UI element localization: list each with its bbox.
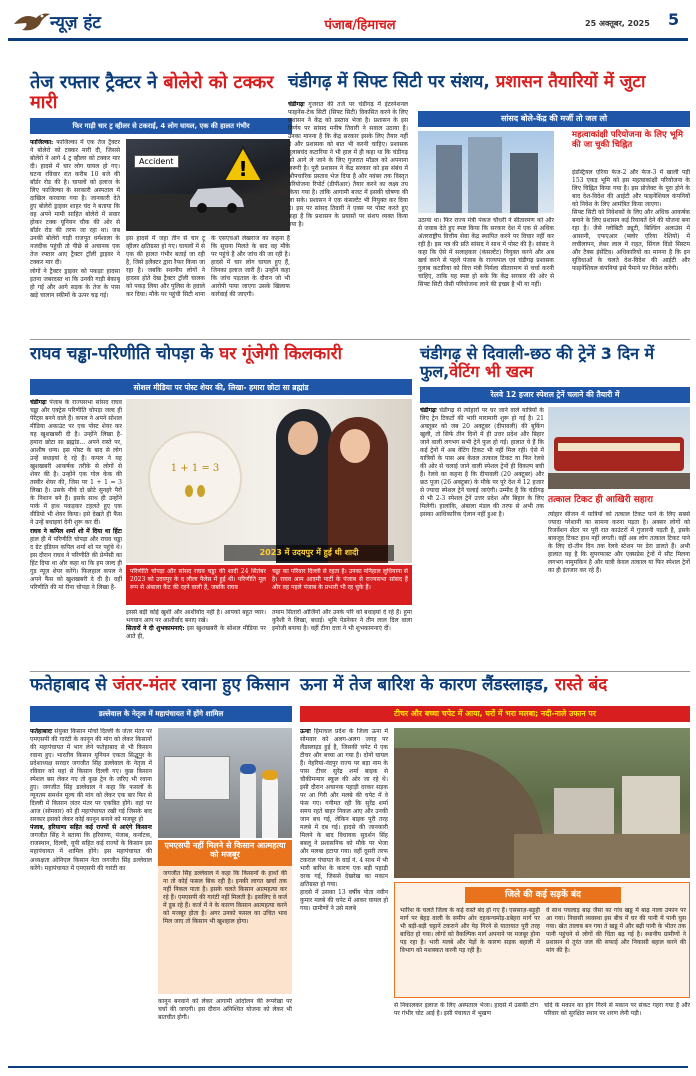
house-1 [554,788,614,838]
trains-side-text: त्योहार सीजन में यात्रियों को तत्काल टिकट पाने के लिए सबसे ज्यादा परेशानी का सामना करना पड़ता है। अक्सर लोगों को रिजर्वेशन सेंटर पर पूरी रात काउंटरों में गुजारनी पड़ती है, इसके बावजूद टिकट हाथ नहीं लगती। वहीं अब लोग तत्काल टिकट पाने के लिए दो-तीन दिन तक रेलवे स्टेशन पर डेरा डालते हैं। अभी हालात यह है कि सुपरफास्ट और एक्सप्रेस ट्रेनों में सीट मिलना लगभग नामुमकिन है और यात्री केवल तत्काल या फिर स्पेशल ट्रेनों का ही इंतजार कर रहे हैं। [548,511,690,575]
person-1 [240,768,256,838]
trains-headline-b: वेटिंग भी खत्म [449,361,534,381]
una-story [300,676,690,1056]
trains-subhead: रेलवे 12 हजार स्पेशल ट्रेनें चलाने की तैयारी में [420,387,690,403]
city-subhead: सांसद बोले-केंद्र की मर्जी तो जल लो [418,111,690,127]
cake [148,431,242,525]
logo-text: न्यूज़ हंट [50,13,102,33]
una-col2: से निकालकर इलाज के लिए अस्पताल भेजा। हादसे में उसकी टांग पर गंभीर चोट आई है। इसी पंचायत में भूखण [394,1002,538,1018]
issue-date: 25 अक्तूबर, 2025 [585,19,650,28]
train-track [548,473,690,489]
roads-closed-col1: भारिश के चलते जिला के कई रास्ते बंद हो गए हैं। एससाज़-बड़ूही मार्ग पर बेहड़ वाली के समीप ओर दहकन्चमोड़-डबेहरा मार्ग पर भी बड़ी-बड़ी चट्टानें टकराने और पेड़ गिरने से यातायात पूरी तरह बाधित हो गया। लोगों को वैकल्पिक मार्ग अपनाने पर मजबूर होना पड़ रहा है। भारी मलबे और पेड़ों के कारण सड़क बहाली में विभाग को मशक्कत करनी पड़ रही है। [400,907,540,955]
una-headline-a: ऊना में तेज बारिश के कारण लैंडस्लाइड, [300,675,555,695]
tower-right [510,153,538,213]
tractor-col1-text: फाजिल्का में एक तेज ट्रैक्टर ने बोलेरो को टक्कर मारी दी, जिससे बोलेरो ने आगे 4 ट्र व्हीलर को टक्कर मार दी। हादसे में चार लोग घायल हो गए। घटना रविवार रात करीब 10 बजे की बॉर्डर रोड की है। घायलों को इलाज के लिए फाजिल्का के सरकारी अस्पताल में दाखिल करवाया गया है। जानकारी देते हुए बोलेरो ड्राइवर शाहर चंद ने बताया कि वह अपने मामी साहित बोलेरो में सवार होकर टक्क यूनियन चौक की ओर से बॉर्डर रोड की तरफ जा रहा था। जब उनकी बोलेरो गाड़ी राजपूत धर्मशाला के नजदीक पहुंची तो पीछे से अचानक एक तेज रफ्तार आए ट्रैक्टर ट्रॉली ड्राइवर ने टक्कर मार दी। [30,139,120,267]
bottom-rule [8,1066,688,1068]
tractor-col1 [30,139,120,327]
house-2 [622,776,680,838]
farmers-col1-text: संयुक्त किसान मोर्चा दिल्ली के जंतर मंतर पर एमएसपी की गारंटी के कानून की मांग को लेकर किसानों की महापंचायत में भाग लेने फतेहाबाद से भी किसान रवाना हुए। भारतीय किसान यूनियन एकता सिद्धूपुर के प्रदेशाध्यक्ष सरदार जगजीत सिंह डल्लेवाल के नेतृत्व में रविवार को यहां से किसान दिल्ली गए। कुछ किसान स्पेशल बस लेकर गए तो कुछ ट्रेन के जरिए भी रवाना हुए। जगजीत सिंह डल्लेवाल ने कहा कि फसलों के न्यूनतम समर्थन मूल्य की मांग को लेकर एक बार फिर से दिल्ली में किसान जंतर मंतर पर एकत्रित होंगे। वहां पर आज (सोमवार) को ही महापंचायत रखी गई जिसके बाद सरकार इसको लेकर कोई कानून बनाने को मजबूर हो [30,728,152,824]
farmers-photo [158,728,292,838]
farmers-headline-b: जंतर-मंतर [112,675,176,695]
raghav-cap1: परिणीति चोपड़ा और सांसद राघव चड्ढा की शादी 24 सितंबर 2023 को उदयपुर के द लीला पैलेस में हुई थी। परिणीति मूल रूप से अंबाला कैंट की रहने वाली हैं, जबकि राघव [130,568,266,592]
farmers-captionbox [158,840,292,994]
roads-closed-title: जिले की कई सड़कें बंद [465,887,621,903]
trains-side-title: तत्काल टिकट ही आखिरी सहारा [548,495,653,505]
una-col3: चांदे के मकान का हांग गिरने से मकान पर संकट गहरा गया है और परिवार को सुरक्षित स्थान पर शरण लेनी पड़ी। [544,1002,690,1018]
cake-text: 1 + 1 = 3 [170,463,220,474]
city-dateline: चंडीगढ़ः [288,101,305,108]
raghav-col3: तमाम सितारों ओर्जिनों और उनके परि को बधाइयां दे रहे हैं। हुमा कुरैशी ने लिखा, बधाई। भूमि पेडनेकर ने तीन लाल दिल वाला इमोजी बनाया है। वहीं टीना दत्ता ने भी शुभकामनाएं दीं। [272,609,412,633]
train-photo [548,407,690,489]
svg-text:!: ! [238,157,248,181]
bird-icon [12,10,52,36]
una-headline [300,676,690,695]
una-headline-b: रास्ते बंद [554,675,608,695]
tractor-story [30,73,292,328]
farmers-headline-c: रवाना हुए किसान [175,675,290,695]
divider-2 [30,671,690,672]
raghav-headline-a: राघव चड्ढा-परिणीति चोपड़ा के [30,344,220,364]
raghav-col1b-title: राघव ने कपिल शर्मा शो में दिया था हिंटः [30,527,122,535]
farmers-story [30,676,292,1056]
accident-sign: Accident [134,155,179,168]
tower-mid [468,137,502,213]
city-side-text [572,169,690,313]
warning-icon [222,145,264,183]
footprints-icon [182,481,208,499]
trains-col1 [420,407,544,660]
raghav-headline-b: घर गूंजेगी किलकारी [219,344,342,364]
face-right [340,429,370,463]
raghav-subhead: सोशल मीडिया पर पोस्ट शेयर की, लिखा- हमारा छोटा सा ब्रह्मांड [30,379,412,395]
raghav-col1 [30,399,122,660]
raghav-captionbox [126,565,412,605]
city-sidebox [562,131,690,313]
debris [514,834,690,878]
tractor-subhead: फिर गाड़ी चार ट्र व्हीलर से टकराई, 4 लोग घायल, एक की हालत गंभीर [30,118,292,134]
una-col1b-text: हादसे में उसका 13 वर्षीय पोता नवीन कुमार मलबे की चपेट में आकर घायल हो गया। ग्रामीणों ने उसे मलबे [300,888,388,912]
tower-left [436,145,462,213]
logo [10,6,150,38]
city-side-p1: इंडस्ट्रियल एरिया फेज-2 और फेज-3 में खाली पड़ी 153 एकड़ भूमि को इस महत्वाकांक्षी परियोजना के लिए चिह्नित किया गया है। इस प्रोजेक्ट के पूरा होने के बाद देश-विदेश की आईटी और फाइनेंशियल कंपनियों को निवेश के लिए आमंत्रित किया जाएगा। [572,169,690,209]
raghav-col1-text: पंजाब के राज्यसभा सांसद राघव चड्ढा और एक्ट्रेस परिणीति चोपड़ा जल्द ही पेरेंट्स बनने वाले हैं। कपल ने अपने सोशल मीडिया अकाउंट पर एक पोस्ट शेयर कर यह खुशखबरी दी है। उन्होंने लिखा है- हमारा छोटा सा ब्रह्मांड... अपने रास्ते पर, आशीष धन्य। इस पोस्ट के बाद से लोग उन्हें बधाइयां दे रहे हैं। कपल ने यह खुशखबरी आकर्षक तरीके से लोगों से शेयर की है। उन्होंने एक गोल केक की तस्वीर शेयर की, जिस पर 1 + 1 = 3 लिखा है। उसके नीचे दो छोटे सुनहरे पैरों के निशान बने हैं। इसके साथ ही उन्होंने पार्क में हाथ पकड़कर टहलते हुए एक वीडियो भी शेयर किया। इसे देखते ही फैंस ने उन्हें बधाइयां देनी शुरू कर दीं। [30,399,122,527]
divider-1 [30,339,690,340]
farmers-col1b-title: पंजाब, हरियाणा सहित कई राज्यों से आएंगे किसानः [30,824,152,832]
trains-col1-text: चंडीगढ़ से त्योहारों पर घर जाने वाले यात्रियों के लिए ट्रेन टिकटों की भारी मारामारी शुरू हो गई है। 21 अक्तूबर को जब 20 अक्टूबर (दीपावली) की बुकिंग खुली, तो सिर्फ तीन दिनों में ही उत्तर प्रदेश और बिहार जाने वाली लगभग सभी ट्रेनें फुल हो गईं। हालात ये हैं कि कई ट्रेनों में अब वेटिंग टिकट भी नहीं मिल रही। ऐसे में यात्रियों के पास अब केवल तत्काल टिकट या फिर रेलवे की ओर से चलाई जाने वाली स्पेशल ट्रेनों ही विकल्प बची हैं। रेलवे का कहना है कि दीपावली (20 अक्टूबर) और छठ पूजा (26 अक्टूबर) के मौके पर पूरे देश में 12 हजार से ज्यादा स्पेशल ट्रेनें चलाई जाएंगी। उम्मीद है कि चंडीगढ़ से भी 2-3 स्पेशल ट्रेनें उत्तर प्रदेश और बिहार के लिए मिलेंगी। हालांकि, अंबाला मंडल की तरफ से अभी तक इसका आधिकारिक ऐलान नहीं हुआ है। [420,407,544,519]
trains-headline [420,345,690,381]
landslide-photo [394,728,690,878]
city-col1-text: गुजरात की तर्ज पर चंडीगढ़ में इंटरनेशनल फाइनेंस-टेक सिटी (सिफ्ट सिटी) विकसित करने के लिए प्रशासन ने केंद्र को प्रस्ताव भेजा है। प्रशासन के इस निर्णय पर सांसद मनीष तिवारी ने सवाल उठाया है। उनका मानना है कि केंद्र सरकार इसके लिए तैयार नहीं है और प्रशासक को बात भी करनी चाहिए। प्रशासक गुलाबचंद कटारिया ने भी हाल में ही कहा था कि चंडीगढ़ को आगे ले जाने के लिए गुजरात मॉडल को अपनाना जरूरी है। पूरी प्रशासन ने केंद्र सरकार को इस संबंध में औपचारिक प्रस्ताव भेज दिया है और नवंबर तक विस्तृत परियोजना रिपोर्ट (डीपीआर) तैयार करने का लक्ष्य तय किया गया है। तांकि आगामी बजट में इसकी घोषणा की जा सके। प्रशासन ने एक कंसल्टेंट भी नियुक्त कर दिया है। इस पर सांसद तिवारी ने एक्स पर पोस्ट करते हुए कहा है कि प्रशासन के प्रयासों पर संशय व्यक्त किया गया है। [288,101,408,229]
farmers-cap-body: जगजीत सिंह डल्लेवाल ने कहा कि किसानों के हाथों की ना तो कोई फसल बिक रही है। इनकी लागत खर्चा तक नहीं निकल पाता है। इसके चलते किसान आत्महत्या कर रहे हैं। एमएसपी की गारंटी नहीं मिलती है। इसलिए वे कर्ज में डूब रहे हैं। कर्ज में ने के कारण किसान आत्महत्या करने को मजबूर होता है। अगर उनको फसल का उचित भाव मिल जाए तो किसान भी खुशहाल होगा। [163,870,287,926]
tractor-col2: इस हादसे में जहा तीन से चार टू व्हीलर क्षतिग्रस्त हो गए। घायलों में से एक की हालत गंभीर बताई जा रही है, जिसे इलैक्टर द्वारा रैफर किया जा रहा है। जबकि स्थानीय लोगों ने हादसा होते देख ट्रैक्टर ट्रॉली चालक को पकड़ लिया और पुलिस के हवाले कर दिया। मौके पर पहुंची सिटी थाना के एसएचओ लेखराज का कहना है कि सूचना मिलते के बाद वह मौके पर पहुंचे हैं और जांच की जा रही है। हादसे में चार लोग घायल हुए हैं, जिनका इलाज जारी है। उन्होंने कहा कि जांच पड़ताल के दौरान जो भी आरोपी पाया जाएगा उसके खिलाफ कार्रवाई की जाएगी। [126,235,290,299]
turban-2 [262,770,278,780]
city-side-title: महत्वाकांक्षी परियोजना के लिए भूमि की जा चुकी चिह्नित [572,130,683,150]
raghav-dateline: चंडीगढ़ः [30,399,47,406]
farmers-caption: एमएसपी नहीं मिलने से किसान आत्महत्या को मजबूर [158,840,292,866]
raghav-col2 [126,609,266,660]
raghav-cap2: चड्ढा का परिवार दिल्ली से रहता है। उनका ननिहाल लुधियाना से है। राघव आम आदमी पार्टी के पंजाब से राज्यसभा सांसद हैं और वह पहले पंजाब के प्रभारी भी रह चुके हैं। [272,568,408,592]
trains-dateline: चंडीगढ़ः [420,407,437,414]
tractor-headline [30,73,292,113]
page-number: 5 [668,10,680,29]
tractor-headline-a: तेज रफ्तार ट्रैक्टर ने [30,72,164,93]
city-col1 [288,101,408,313]
bus-shape [164,756,230,800]
city-headline-a: चंडीगढ़ में सिफ्ट सिटी पर संशय, [288,72,496,92]
trains-story [420,345,690,660]
farmers-col1 [30,728,152,1056]
masthead-rule [8,38,688,41]
roads-closed-col2: वे साथ पचलाड़ बाढ़ जैसा का गांव खड्ड में बाढ़ नाला उफान पर आ गया। निवासी व्यवस्था इस बीच में घर की पानी में पानी घुस गया। खेत तालाब बन गया ते खड्ड में और बढ़ी पानी के भीतर तक पानी पहुंचने से लोगों की चिंता बढ़ गई है। स्थानीय ग्रामीणों ने प्रशासन से तुरंत जल की सफाई और निकासी बहाल करने की मांग की है। [546,907,686,955]
farmers-dateline: फतेहाबादः [30,728,53,735]
trains-headline-a: चंडीगढ़ से दिवाली-छठ की ट्रेनें 3 दिन में फुल, [420,344,655,381]
una-col1-text: हिमाचल प्रदेश के जिला ऊना में सोमवार को अलग-अलग जगह पर लैंडस्लाइड हुई है, जिसकी चपेट में एक टीचर और बच्चा आ गया है। दोनों घायल हैं। नेहरियां-नंदपुर राज्य पर बड़ा नाम के पास टीचर सुरेंद्र शर्मा बाइक से चौकीमन्यार स्कूल की ओर जा रहे थे। इसी दौरान अचानक पहाड़ी दरकर सड़क पर आ गिरी और मलबे की चपेट में वे फंस गए। गनीमत रही कि सुरेंद्र शर्मा समय रहते बाहर निकल आए और उनकी जान बच गई, लेकिन बाइक पूरी तरह मलबे में दब गई। हादसे की जानकारी मिलने के बाद विधायक सुदर्शन सिंह बबलू ने प्रशासनिक को मौके पर भेजा और मलबा हटाया गया। वहीं दूसरी तरफ टकराल पंचायत के वार्ड नं. 4 साथ में भी भारी बारिश के कारण एक बड़ी पहाड़ी दरक गई, जिससे देखरेख का मकान क्षतिग्रस्त हो गया। [300,728,388,888]
raghav-photo [126,399,412,563]
raghav-col2-title: सितारों ने दी शुभकामनाएं: [126,625,185,633]
raghav-col2-text: इससे बड़ी कोई खुशी और आशीर्वाद नहीं है। आपको बहुत प्यार। भगवान आप पर आशीर्वाद बनाए रखे। [126,609,266,625]
section-title: पंजाब/हिमाचल [324,18,396,33]
masthead [0,0,696,42]
city-photo [418,131,554,213]
farmers-headline [30,676,292,695]
person-2 [262,774,278,838]
farmers-subhead: डल्लेवाल के नेतृत्व में महापंचायत में होंगे शामिल [30,706,292,722]
una-dateline: ऊनाः [300,728,311,735]
raghav-col2b-text: इस खुशखबरी के सोशल मीडिया पर आते ही, [126,625,266,641]
tractor-headline-b: बोलेरो को टक्कर मारी [30,72,274,114]
una-subhead: टीचर और बच्चा चपेट में आया, घरों में भरा मलबा; नदी-नाले उफान पर [300,706,690,722]
farmers-col2: कानून बनवाने को लेकर आगामी आंदोलन की रूपरेखा पर चर्चा की जाएगी। इस दौरान अनिश्चित योजना को लेकर भी बातचीत होगी। [158,998,292,1022]
turban-1 [240,764,256,774]
city-col2: उठाया था। फिर राज्य मंत्री पंकज चौधरी ने सीतारमण को और से जवाब देते हुए स्पष्ट किया कि सरकार देश में एक से अधिक अंतरराष्ट्रीय वित्तीय सेवा केंद्र स्थापित करने पर विचार नहीं कर रही है। इस पत्र की प्रति सांसद ने साथ में पोस्ट की है। सांसद ने कहा कि ऐसे में सलाहकार (कंसल्टेंट) नियुक्त करने और अब खर्च करने से पहले पंजाब के राज्यपाल एवं चंडीगढ़ प्रशासक गुलाब कटारिया को वित्त मंत्री निर्मला सीतारमण से चर्चा करनी चाहिए, ताकि यह स्पष्ट हो सके कि केंद्र सरकार की ओर से सिफ्ट सिटी जैसी परियोजना लाने की इच्छा है भी या नहीं। [418,217,554,289]
raghav-headline [30,345,425,364]
car-icon [186,179,248,213]
raghav-photo-caption: 2023 में उदयपुर में हुई थी शादी [224,545,394,561]
raghav-story [30,345,412,660]
farmers-col1b-text: जगजीत सिंह ने बताया कि हरियाणा, पंजाब, कर्नाटक, राजस्थान, दिल्ली, यूपी सहित कई राज्यों के किसान इस महापंचायत में शामिल होंगे। इस महापंचायत की अध्यक्षता ओनिएल किसान नेता जगजीत सिंह डल्लेवाल करेंगे। महापंचायत में एमएसपी की गारंटी का [30,832,152,872]
tractor-col1b-text: लोगों ने ट्रैक्टर ड्राइवर को पकड़ाः हादसा इतना जबरदस्त था कि उनकी गाड़ी बेकाबू हो गई और आगे सड़क के तेज के पास खड़े चालान स्कीमों के ऊपर चढ़ गई। [30,267,120,299]
face-left [288,421,318,455]
city-side-p2: सिफ्ट सिटी को निवेशकों के लिए और अधिक आकर्षक बनाने के लिए प्रशासन कई रियायतें देने की योजना बना रहा है। जैसे ग्लोबिटी ड्यूटी, बिल्डिंग अलाउंस में आसानी, एफएआर (फ्लोर एरिया रेशियो) में लचीलापन, लेबर लाल में राहत, सिंगल विंडो सिस्टम और टैक्स इंसेंटिव। अधिकारियों का मानना है कि इन सुविधाओं के चलते देश-विदेश की आईटी और फाइनेंशियल कंपनियां इसे पैमाने पर निवेश करेंगी। [572,209,690,273]
accident-photo [126,139,290,231]
roads-closed-box [394,882,690,998]
city-headline [288,73,690,92]
tractor-dateline: फाजिल्का: [30,139,54,146]
farmers-headline-a: फतेहाबाद से [30,675,113,695]
city-story [288,72,690,313]
train-window-band [558,443,680,451]
una-col1 [300,728,388,1056]
raghav-col1b-text: हाल ही में परिणीति चोपड़ा और राघव चड्ढा द ग्रेट इंडियन कपिल शर्मा शो पर पहुंचे थे। इस दौरान राघव ने परिणीति की प्रेग्नेंसी का हिंट दिया था और कहा था कि हम जल्द ही गुड न्यूज़ शेयर करेंगे। फिलहाल कपल ने अपने फैंस को खुशखबरी दे दी है। वहीं परिणीति की मां रीना चोपड़ा ने लिखा है- [30,535,122,591]
city-headline-b: प्रशासन तैयारियों में जुटा [495,72,646,92]
